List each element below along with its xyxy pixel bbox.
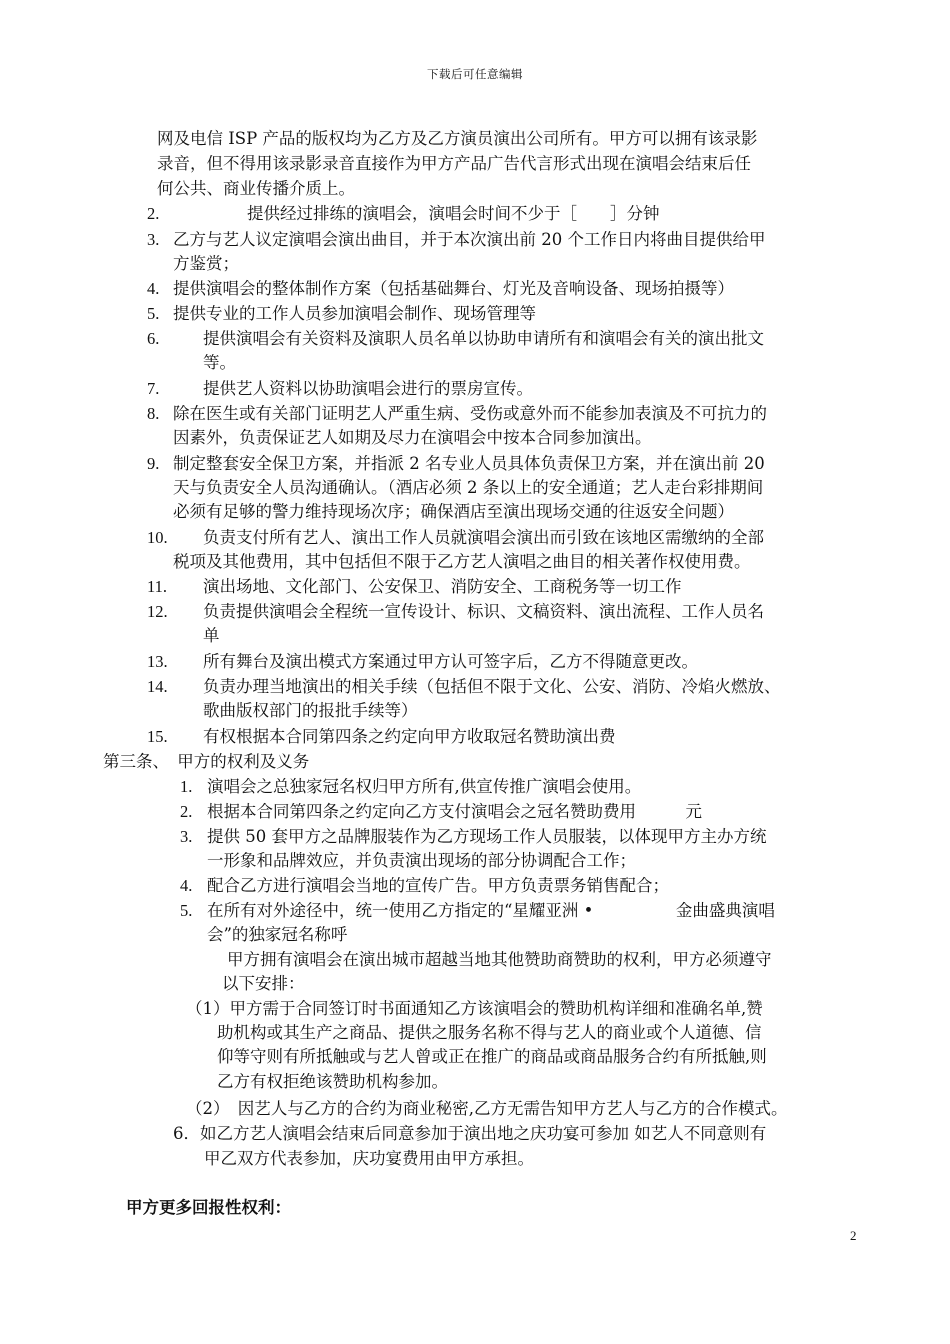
- sponsor-paragraph-line: 甲方拥有演唱会在演出城市超越当地其他赞助商赞助的权利，甲方必须遵守: [227, 950, 772, 969]
- item-text: 提供艺人资料以协助演唱会进行的票房宣传。: [203, 379, 533, 398]
- item-text: 演出场地、文化部门、公安保卫、消防安全、工商税务等一切工作: [203, 577, 682, 596]
- item-number: 7.: [147, 379, 160, 398]
- item-number: 4.: [180, 876, 193, 895]
- item-text: 税项及其他费用，其中包括但不限于乙方艺人演唱之曲目的相关著作权使用费。: [173, 552, 751, 571]
- item-text: 除在医生或有关部门证明艺人严重生病、受伤或意外而不能参加表演及不可抗力的: [173, 404, 767, 423]
- item-text: 一形象和品牌效应，并负责演出现场的部分协调配合工作；: [207, 851, 636, 870]
- item-text: 等。: [203, 353, 236, 372]
- item-number: 5.: [180, 901, 193, 920]
- item-number: 4.: [147, 279, 160, 298]
- item-number: 2.: [147, 204, 160, 223]
- item-text: 根据本合同第四条之约定向乙方支付演唱会之冠名赞助费用 元: [207, 802, 702, 821]
- item-number: 3.: [180, 827, 193, 846]
- sub-item-line: 助机构或其生产之商品、提供之服务名称不得与艺人的商业或个人道德、信: [217, 1023, 762, 1042]
- sub-item-line: 仰等守则有所抵触或与艺人曾或正在推广的商品或商品服务合约有所抵触,则: [217, 1047, 767, 1066]
- item-text: 乙方与艺人议定演唱会演出曲目，并于本次演出前 20 个工作日内将曲目提供给甲: [173, 230, 766, 249]
- sub-item-line: （2） 因艺人与乙方的合约为商业秘密,乙方无需告知甲方艺人与乙方的合作模式。: [186, 1099, 788, 1118]
- item-number: 6.: [147, 329, 160, 348]
- item-number: 14.: [147, 677, 168, 696]
- item-number: 1.: [180, 777, 193, 796]
- item-text: 演唱会之总独家冠名权归甲方所有,供宣传推广演唱会使用。: [207, 777, 642, 796]
- item-number: 10.: [147, 528, 168, 547]
- intro-line: 何公共、商业传播介质上。: [157, 179, 355, 198]
- page-number: 2: [850, 1228, 857, 1243]
- item-text: 有权根据本合同第四条之约定向甲方收取冠名赞助演出费: [203, 727, 616, 746]
- item-text: 在所有对外途径中，统一使用乙方指定的“星耀亚洲 • 金曲盛典演唱: [207, 901, 775, 920]
- sub-item-line: （1）甲方需于合同签订时书面通知乙方该演唱会的赞助机构详细和准确名单,赞: [186, 999, 763, 1018]
- item-number: 11.: [147, 577, 168, 596]
- section-title: 第三条、 甲方的权利及义务: [103, 752, 310, 771]
- item-number: 15.: [147, 727, 168, 746]
- item-text: 会”的独家冠名称呼: [207, 925, 348, 944]
- item-number: 9.: [147, 454, 160, 473]
- item-number: 8.: [147, 404, 160, 423]
- item-text: 天与负责安全人员沟通确认。（酒店必须 2 条以上的安全通道；艺人走台彩排期间: [173, 478, 764, 497]
- item-number: 13.: [147, 652, 168, 671]
- more-rights-heading: 甲方更多回报性权利：: [126, 1198, 291, 1217]
- sub-item-line: 乙方有权拒绝该赞助机构参加。: [217, 1072, 448, 1091]
- item-text: 单: [203, 626, 220, 645]
- item-text: 提供专业的工作人员参加演唱会制作、现场管理等: [173, 304, 536, 323]
- item-number: 12.: [147, 602, 168, 621]
- item-text: 负责提供演唱会全程统一宣传设计、标识、文稿资料、演出流程、工作人员名: [203, 602, 764, 621]
- page-header: 下载后可任意编辑: [427, 67, 523, 81]
- item-text: 负责支付所有艺人、演出工作人员就演唱会演出而引致在该地区需缴纳的全部: [203, 528, 764, 547]
- item-number: 3.: [147, 230, 160, 249]
- item-text: 提供 50 套甲方之品牌服装作为乙方现场工作人员服装，以体现甲方主办方统: [207, 827, 767, 846]
- item-number: 2.: [180, 802, 193, 821]
- item6-line: 6．如乙方艺人演唱会结束后同意参加于演出地之庆功宴可参加 如艺人不同意则有: [173, 1124, 767, 1143]
- item-text: 提供经过排练的演唱会，演唱会时间不少于［ ］分钟: [247, 204, 660, 223]
- item-text: 所有舞台及演出模式方案通过甲方认可签字后，乙方不得随意更改。: [203, 652, 698, 671]
- sponsor-paragraph-line: 以下安排：: [222, 974, 305, 993]
- item-text: 提供演唱会有关资料及演职人员名单以协助申请所有和演唱会有关的演出批文: [203, 329, 764, 348]
- item-text: 必须有足够的警力维持现场次序；确保酒店至演出现场交通的往返安全问题）: [173, 502, 734, 521]
- item-text: 制定整套安全保卫方案，并指派 2 名专业人员具体负责保卫方案，并在演出前 20: [173, 454, 765, 473]
- item-text: 因素外，负责保证艺人如期及尽力在演唱会中按本合同参加演出。: [173, 428, 652, 447]
- intro-line: 网及电信 ISP 产品的版权均为乙方及乙方演员演出公司所有。甲方可以拥有该录影: [157, 129, 758, 148]
- item-text: 歌曲版权部门的报批手续等）: [203, 701, 418, 720]
- item-text: 负责办理当地演出的相关手续（包括但不限于文化、公安、消防、冷焰火燃放、: [203, 677, 781, 696]
- item-text: 提供演唱会的整体制作方案（包括基础舞台、灯光及音响设备、现场拍摄等）: [173, 279, 734, 298]
- item-text: 方鉴赏；: [173, 254, 239, 273]
- item6-line: 甲乙双方代表参加，庆功宴费用由甲方承担。: [204, 1149, 534, 1168]
- intro-line: 录音，但不得用该录影录音直接作为甲方产品广告代言形式出现在演唱会结束后任: [157, 154, 751, 173]
- item-number: 5.: [147, 304, 160, 323]
- item-text: 配合乙方进行演唱会当地的宣传广告。甲方负责票务销售配合；: [207, 876, 669, 895]
